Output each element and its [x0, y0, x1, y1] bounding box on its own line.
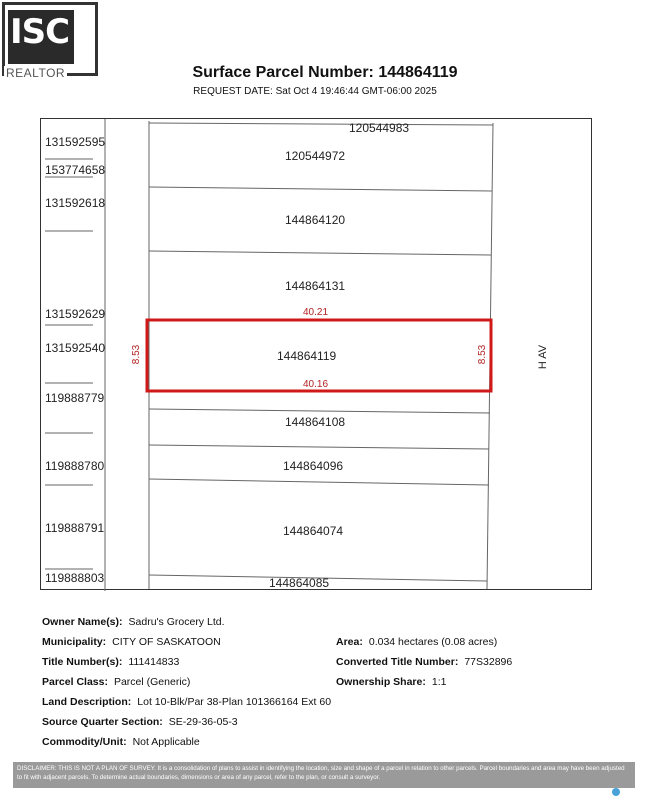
disclaimer-banner: DISCLAIMER: THIS IS NOT A PLAN OF SURVEY. It is a consolidation of plans to assist in identifying the location, size and shape of a parcel in relation to other parcels. Parcel boundaries and area may have been adjusted to fit with adjacent parcels. To determine actual boundaries, dimensions or area of any parcel, refer to the plan, or consult a surveyor.: [13, 762, 635, 788]
dimension-left: 8.53: [131, 344, 143, 365]
logo-subtext: REALTOR: [6, 66, 66, 80]
land-description-value: Lot 10-Blk/Par 38-Plan 101366164 Ext 60: [137, 696, 332, 708]
dimension-top: 40.21: [303, 307, 329, 318]
converted-title-label: Converted Title Number:: [336, 656, 459, 668]
logo-text: ISC: [10, 12, 70, 52]
ownership-share-label: Ownership Share:: [336, 676, 426, 688]
parcel-label: 144864074: [283, 524, 344, 538]
request-date: REQUEST DATE: Sat Oct 4 19:46:44 GMT-06:00 2025: [193, 86, 437, 97]
street-label: H AV: [537, 344, 550, 370]
source-quarter-label: Source Quarter Section:: [42, 716, 163, 728]
title-number-row: [42, 656, 179, 668]
commodity-value: Not Applicable: [132, 736, 200, 748]
area-label: Area:: [336, 636, 363, 648]
parcel-class-value: Parcel (Generic): [113, 676, 191, 688]
main-lot-line: [149, 409, 490, 413]
main-lot-line: [149, 445, 489, 449]
parcel-map: [40, 118, 592, 590]
parcel-label: 144864120: [285, 213, 346, 227]
corner-dot-icon: [612, 788, 620, 796]
municipality-label: Municipality:: [42, 636, 107, 648]
main-lot-line: [149, 123, 493, 125]
page-title: Surface Parcel Number: 144864119: [192, 64, 458, 81]
converted-title-value: 77S32896: [464, 656, 513, 668]
commodity-row: [42, 736, 200, 748]
area-row: [336, 636, 497, 648]
owner-row: [42, 616, 225, 628]
parcel-label: 144864096: [283, 459, 344, 473]
parcel-label: 131592540: [45, 341, 106, 355]
land-description-row: [42, 696, 331, 708]
parcel-label: 153774658: [45, 163, 106, 177]
owner-label: Owner Name(s):: [42, 616, 123, 628]
parcel-label: 131592629: [45, 307, 106, 321]
parcel-label: 119888780: [45, 459, 105, 473]
parcel-label: 131592595: [45, 135, 106, 149]
source-quarter-value: SE-29-36-05-3: [168, 716, 238, 728]
municipality-row: [42, 636, 221, 648]
title-number-label: Title Number(s):: [42, 656, 123, 668]
parcel-label: 119888791: [45, 521, 105, 535]
ownership-share-row: [336, 676, 446, 688]
parcel-label: 144864085: [269, 576, 330, 590]
parcel-class-label: Parcel Class:: [42, 676, 108, 688]
commodity-label: Commodity/Unit:: [42, 736, 127, 748]
main-lot-line: [149, 187, 492, 191]
main-lot-line: [149, 251, 491, 255]
owner-value: Sadru's Grocery Ltd.: [128, 616, 225, 628]
municipality-value: CITY OF SASKATOON: [112, 636, 221, 648]
title-number-value: 111414833: [128, 656, 180, 668]
area-value: 0.034 hectares (0.08 acres): [368, 636, 498, 648]
parcel-label: 131592618: [45, 196, 106, 210]
land-description-label: Land Description:: [42, 696, 132, 708]
ownership-share-value: 1:1: [431, 676, 447, 688]
dimension-right: 8.53: [477, 344, 489, 365]
subject-parcel-label: 144864119: [277, 349, 337, 363]
parcel-label: 144864108: [285, 415, 346, 429]
parcel-label: 120544972: [285, 149, 346, 163]
parcel-label: 119888779: [45, 391, 105, 405]
main-lot-line: [149, 479, 489, 485]
converted-title-row: [336, 656, 512, 668]
parcel-class-row: [42, 676, 190, 688]
dimension-bottom: 40.16: [303, 379, 329, 390]
parcel-label: 144864131: [285, 279, 346, 293]
source-quarter-row: [42, 716, 238, 728]
parcel-label: 120544983: [349, 121, 410, 135]
parcel-label: 119888803: [45, 571, 105, 585]
